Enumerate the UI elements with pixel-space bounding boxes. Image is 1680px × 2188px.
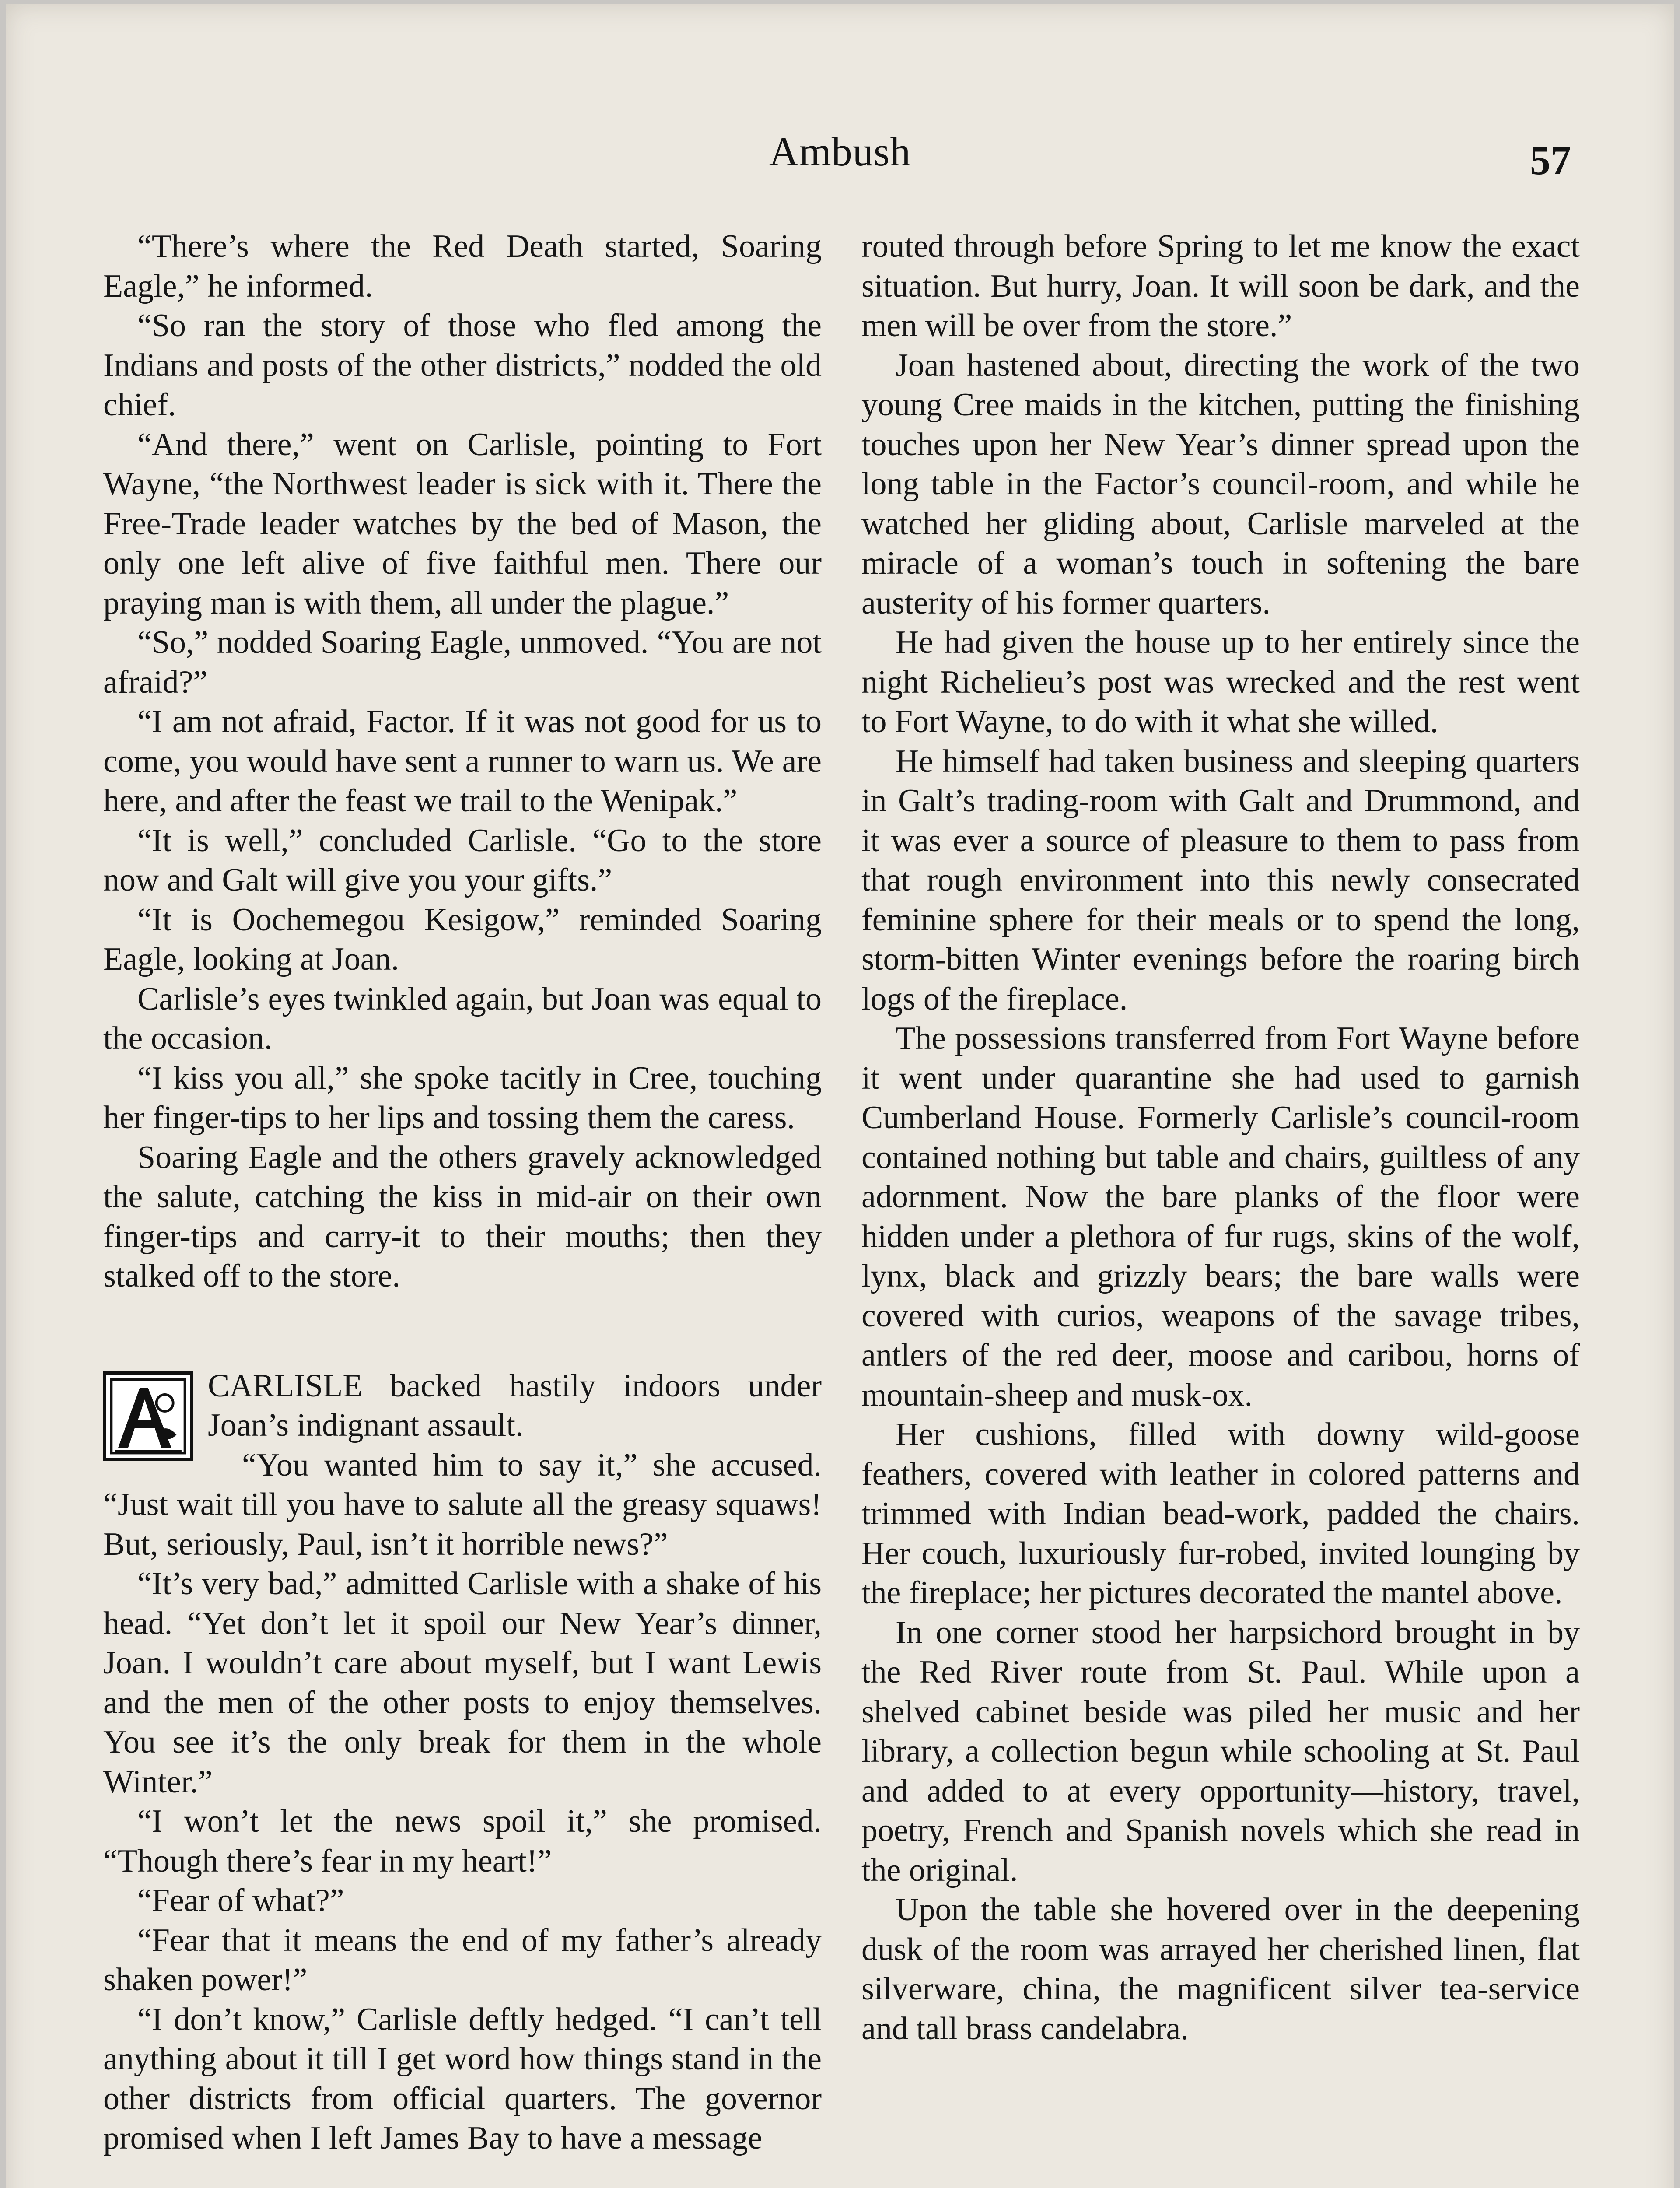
paragraph: Her cushions, filled with downy wild-goose feathers, covered with leather in colored patterns and trimmed with Indian bead-work, padded the chairs. Her couch, luxuriously fur-robed, invited lounging by the fireplace; her pictures decorated the mantel above. <box>861 1417 1580 1611</box>
paragraph: “And there,” went on Carlisle, pointing to Fort Wayne, “the Northwest leader is sick with it. There the Free-Trade leader watches by the bed of Mason, the only one left alive of five faithful men. There our praying man is with them, all under the plague.” <box>103 426 822 621</box>
paragraph: “I am not afraid, Factor. If it was not good for us to come, you would have sent a runner to warn us. We are here, and after the feast we trail to the Wenipak.” <box>103 704 822 819</box>
paragraph: He himself had taken business and sleeping quarters in Galt’s trading-room with Galt and Drummond, and it was ever a source of pleasure to them to pass from that rough environment into this newly consecrated feminine sphere for their meals or to spend the long, storm-bitten Winter evenings before the roaring birch logs of the fireplace. <box>861 743 1580 1017</box>
paragraph: “So,” nodded Soaring Eagle, unmoved. “You are not afraid?” <box>103 624 822 700</box>
paragraph: Joan hastened about, directing the work of the two young Cree maids in the kitchen, putting the finishing touches upon her New Year’s dinner spread upon the long table in the Factor’s council-room, and while he watched her gliding about, Carlisle marveled at the miracle of a woman’s touch in softening the bare austerity of his former quarters. <box>861 347 1580 621</box>
paragraph: “So ran the story of those who fled among the Indians and posts of the other districts,” nodded the old chief. <box>103 308 822 423</box>
dropcap-paragraph: CARLISLE backed hastily indoors under Joan’s indignant assault. <box>208 1368 822 1443</box>
paragraph-continued: routed through before Spring to let me know the exact situation. But hurry, Joan. It will soon be dark, and the men will be over from the store.” <box>861 228 1580 344</box>
paragraph: “It is Oochemegou Kesigow,” reminded Soaring Eagle, looking at Joan. <box>103 901 822 977</box>
left-column <box>103 227 822 2158</box>
paragraph: The possessions transferred from Fort Wayne before it went under quarantine she had used to garnish Cumberland House. Formerly Carlisle’s council-room contained nothing but table and chairs, guiltless of any adornment. Now the bare planks of the floor were hidden under a plethora of fur rugs, skins of the wolf, lynx, black and grizzly bears; the bare walls were covered with curios, weapons of the savage tribes, antlers of the red deer, moose and caribou, horns of mountain-sheep and musk-ox. <box>861 1020 1580 1413</box>
book-page <box>6 4 1674 2188</box>
paragraph: “Fear that it means the end of my father’s already shaken power!” <box>103 1922 822 1998</box>
paragraph: “There’s where the Red Death started, Soaring Eagle,” he informed. <box>103 228 822 304</box>
paragraph: “Fear of what?” <box>137 1883 344 1918</box>
paragraph: “It’s very bad,” admitted Carlisle with a shake of his head. “Yet don’t let it spoil our New Year’s dinner, Joan. I wouldn’t care about myself, but I want Lewis and the men of the other posts to enjoy themselves. You see it’s the only break for them in the whole Winter.” <box>103 1566 822 1800</box>
paragraph: In one corner stood her harpsichord brought in by the Red River route from St. Paul. While upon a shelved cabinet beside was piled her music and her library, a collection begun while schooling at St. Paul and added to at every opportunity—history, travel, poetry, French and Spanish novels which she read in the original. <box>861 1614 1580 1888</box>
section-break <box>103 1296 822 1366</box>
paragraph: Carlisle’s eyes twinkled again, but Joan was equal to the occasion. <box>103 981 822 1056</box>
right-column <box>861 227 1580 2048</box>
running-head: Ambush <box>769 129 911 175</box>
paragraph: He had given the house up to her entirely since the night Richelieu’s post was wrecked and the rest went to Fort Wayne, to do with it what she willed. <box>861 624 1580 740</box>
paragraph: “I kiss you all,” she spoke tacitly in Cree, touching her finger-tips to her lips and tossing them the caress. <box>103 1060 822 1136</box>
paragraph: “I won’t let the news spoil it,” she promised. “Though there’s fear in my heart!” <box>103 1803 822 1879</box>
paragraph: “You wanted him to say it,” she accused. “Just wait till you have to salute all the greasy squaws! But, seriously, Paul, isn’t it horrible news?” <box>103 1447 822 1562</box>
paragraph: Soaring Eagle and the others gravely acknowledged the salute, catching the kiss in mid-air on their own finger-tips and carry-it to their mouths; then they stalked off to the store. <box>103 1139 822 1294</box>
page-number: 57 <box>1530 138 1571 183</box>
paragraph: “It is well,” concluded Carlisle. “Go to the store now and Galt will give you your gifts.” <box>103 822 822 898</box>
paragraph: “I don’t know,” Carlisle deftly hedged. “I can’t tell anything about it till I get word how things stand in the other districts from official quarters. The governor promised when I left James Bay to have a message <box>103 2001 822 2156</box>
decorative-initial-icon <box>103 1371 193 1461</box>
paragraph: Upon the table she hovered over in the deepening dusk of the room was arrayed her cherished linen, flat silverware, china, the magnificent silver tea-service and tall brass candelabra. <box>861 1892 1580 2047</box>
